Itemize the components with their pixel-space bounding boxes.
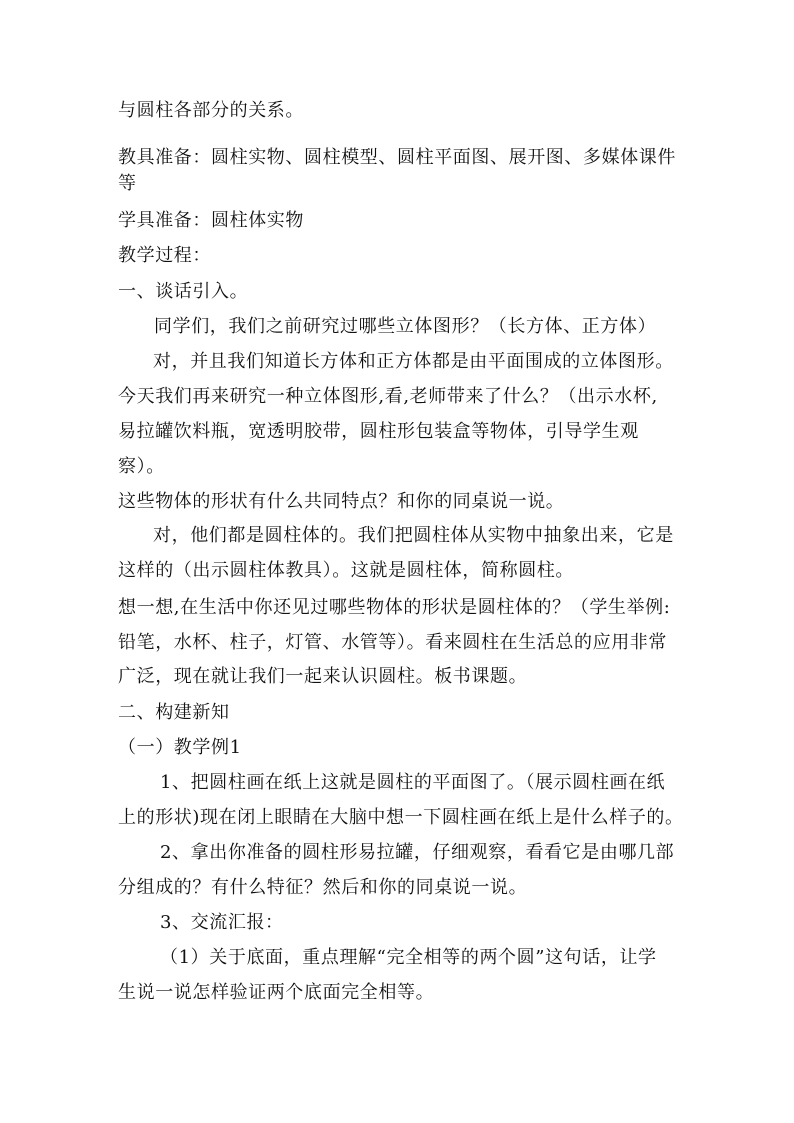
text-line: 1、把圆柱画在纸上这就是圆柱的平面图了。（展示圆柱画在纸 <box>160 772 666 793</box>
section-heading: 二、构建新知 <box>118 702 230 723</box>
text-line: 铅笔，水杯、柱子，灯管、水管等）。看来圆柱在生活总的应用非常 <box>118 632 667 653</box>
text-line: 对，并且我们知道长方体和正方体都是由平面围成的立体图形。 <box>153 351 674 372</box>
text-line: 这些物体的形状有什么共同特点？和你的同桌说一说。 <box>118 491 565 512</box>
text-line: 与圆柱各部分的关系。 <box>118 100 304 121</box>
text-line: 这样的（出示圆柱体教具）。这就是圆柱体，简称圆柱。 <box>118 560 574 581</box>
text-line: 同学们，我们之前研究过哪些立体图形？（长方体、正方体） <box>154 316 657 337</box>
text-line: 分组成的？有什么特征？然后和你的同桌说一说。 <box>118 877 528 898</box>
text-line: 广泛，现在就让我们一起来认识圆柱。板书课题。 <box>118 666 528 687</box>
text-line: 察）。 <box>118 456 165 477</box>
text-line: （1）关于底面，重点理解“完全相等的两个圆”这句话，让学 <box>160 947 657 968</box>
text-line: 等 <box>118 173 137 194</box>
text-line: 易拉罐饮料瓶，宽透明胶带，圆柱形包装盒等物体，引导学生观 <box>118 421 639 442</box>
text-line: 3、交流汇报： <box>160 912 284 933</box>
text-line: 今天我们再来研究一种立体图形,看,老师带来了什么？（出示水杯, <box>118 386 658 407</box>
text-line: 教学过程： <box>118 245 211 266</box>
text-line: 生说一说怎样验证两个底面完全相等。 <box>118 982 435 1003</box>
text-line: 教具准备：圆柱实物、圆柱模型、圆柱平面图、展开图、多媒体课件 <box>118 147 676 168</box>
text-line: 学具准备：圆柱体实物 <box>118 210 304 231</box>
text-line: 上的形状)现在闭上眼睛在大脑中想一下圆柱画在纸上是什么样子的。 <box>118 807 684 828</box>
text-line: 对，他们都是圆柱体的。我们把圆柱体从实物中抽象出来，它是 <box>153 525 674 546</box>
section-heading: 一、谈话引入。 <box>118 281 249 302</box>
text-line: 想一想,在生活中你还见过哪些物体的形状是圆柱体的？（学生举例: <box>118 597 671 618</box>
subsection-heading: （一）教学例1 <box>118 737 242 758</box>
text-line: 2、拿出你准备的圆柱形易拉罐，仔细观察，看看它是由哪几部 <box>160 842 675 863</box>
